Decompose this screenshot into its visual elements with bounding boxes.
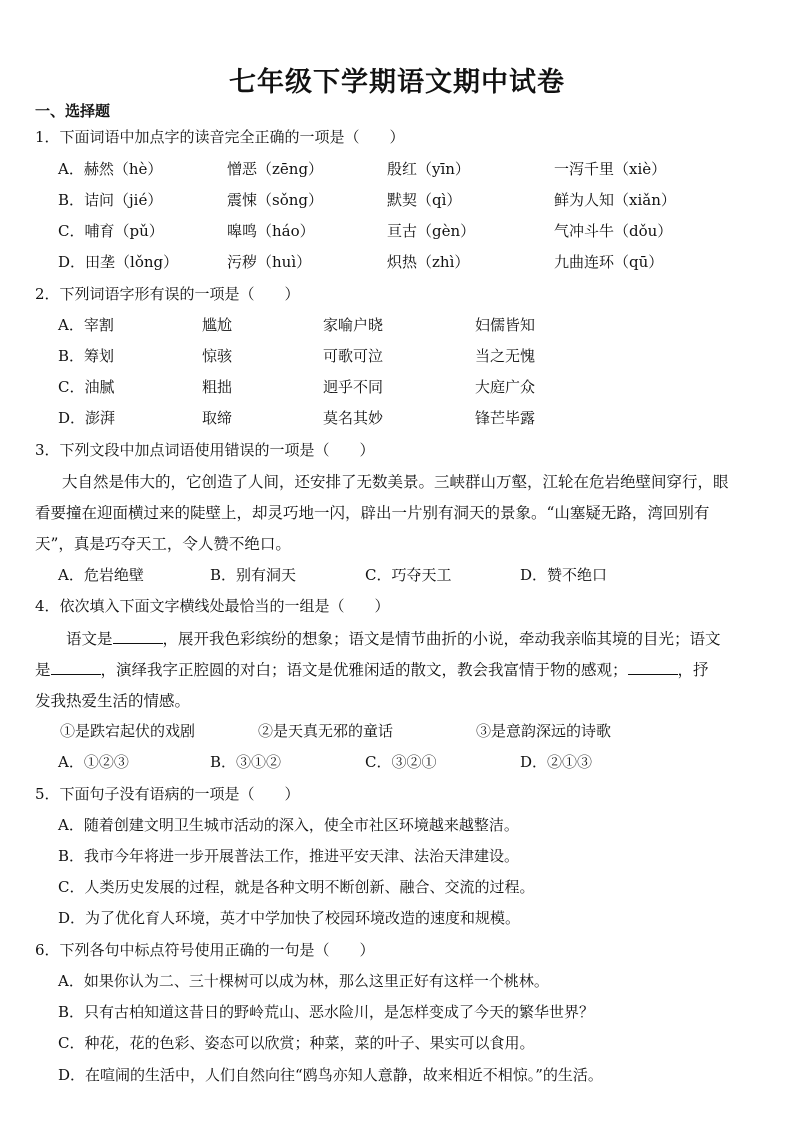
- question-2-stem: 2．下列词语字形有误的一项是（ ）: [35, 285, 300, 303]
- q5-option-a: A．随着创建文明卫生城市活动的深入，使全市社区环境越来越整洁。: [58, 816, 519, 834]
- q2-option-a4: 妇儒皆知: [475, 316, 536, 334]
- q2-option-a1: A．宰割: [58, 316, 114, 334]
- q3-option-c: C．巧夺天工: [365, 566, 452, 584]
- q4-option-d: D．②①③: [520, 753, 593, 771]
- q4-text-1a: 语文是: [66, 630, 113, 648]
- q5-option-c: C．人类历史发展的过程，就是各种文明不断创新、融合、交流的过程。: [58, 878, 535, 896]
- q4-option-a: A．①②③: [58, 753, 129, 771]
- q2-option-b1: B．筹划: [58, 347, 115, 365]
- q3-passage-line-2: 看要撞在迎面横过来的陡壁上，却灵巧地一闪，辟出一片别有洞天的景象。“山塞疑无路，湾回别有: [35, 504, 710, 522]
- q2-option-b2: 惊骇: [202, 347, 233, 365]
- q2-option-c1: C．油腻: [58, 378, 115, 396]
- q3-option-a: A．危岩绝壁: [58, 566, 144, 584]
- q4-option-b: B．③①②: [210, 753, 282, 771]
- q2-option-d3: 莫名其妙: [323, 409, 384, 427]
- q1-option-a3: 殷红（yīn）: [387, 160, 470, 178]
- q1-option-b2: 震悚（sǒng）: [227, 191, 323, 209]
- q1-option-a2: 憎恶（zēng）: [227, 160, 324, 178]
- q2-option-d4: 锋芒毕露: [475, 409, 536, 427]
- question-4-stem: 4．依次填入下面文字横线处最恰当的一组是（ ）: [35, 597, 390, 615]
- q4-text-2c: ，抒: [677, 661, 709, 679]
- q2-option-a2: 尴尬: [202, 316, 233, 334]
- q1-option-d1: D．田垄（lǒng）: [58, 253, 179, 271]
- q1-option-a4: 一泻千里（xiè）: [554, 160, 667, 178]
- q3-option-d: D．赞不绝口: [520, 566, 608, 584]
- q2-option-b3: 可歌可泣: [323, 347, 384, 365]
- question-5-stem: 5．下面句子没有语病的一项是（ ）: [35, 785, 300, 803]
- fill-blank-2: [51, 660, 101, 675]
- q2-option-c3: 迥乎不同: [323, 378, 384, 396]
- q1-option-c4: 气冲斗牛（dǒu）: [554, 222, 673, 240]
- q4-text-1b: ，展开我色彩缤纷的想象；语文是情节曲折的小说，牵动我亲临其境的目光；语文: [162, 630, 721, 648]
- q5-option-d: D．为了优化育人环境，英才中学加快了校园环境改造的速度和规模。: [58, 909, 521, 927]
- q6-option-a: A．如果你认为二、三十棵树可以成为林，那么这里正好有这样一个桃林。: [58, 972, 549, 990]
- question-6-stem: 6．下列各句中标点符号使用正确的一句是（ ）: [35, 941, 375, 959]
- q3-passage-line-1: 大自然是伟大的，它创造了人间，还安排了无数美景。三峡群山万壑，江轮在危岩绝壁间穿行，眼: [62, 473, 729, 491]
- q3-option-b: B．别有洞天: [210, 566, 297, 584]
- q1-option-a1: A．赫然（hè）: [58, 160, 163, 178]
- q1-option-c3: 亘古（gèn）: [387, 222, 476, 240]
- q6-option-d: D．在喧闹的生活中，人们自然向往“鸥鸟亦知人意静，故来相近不相惊。”的生活。: [58, 1066, 603, 1084]
- q4-passage-line-1: [66, 627, 721, 649]
- question-1-stem: 1．下面词语中加点字的读音完全正确的一项是（ ）: [35, 128, 405, 146]
- q2-option-a3: 家喻户晓: [323, 316, 384, 334]
- q2-option-d2: 取缔: [202, 409, 233, 427]
- fill-blank-1: [113, 629, 163, 644]
- q6-option-c: C．种花，花的色彩、姿态可以欣赏；种菜，菜的叶子、果实可以食用。: [58, 1034, 535, 1052]
- q1-option-b1: B．诘问（jié）: [58, 191, 163, 209]
- q4-text-2a: 是: [35, 661, 51, 679]
- q4-text-2b: ，演绎我字正腔圆的对白；语文是优雅闲适的散文，教会我富情于物的感观；: [100, 661, 628, 679]
- q1-option-c2: 嗥鸣（háo）: [227, 222, 315, 240]
- q4-option-c: C．③②①: [365, 753, 437, 771]
- q1-option-d4: 九曲连环（qū）: [554, 253, 664, 271]
- q1-option-d3: 炽热（zhì）: [387, 253, 470, 271]
- q1-option-c1: C．哺育（pǔ）: [58, 222, 164, 240]
- q4-choice-3: ③是意韵深远的诗歌: [476, 722, 612, 740]
- q4-choice-2: ②是天真无邪的童话: [258, 722, 394, 740]
- q4-passage-line-2: [35, 658, 709, 680]
- fill-blank-3: [628, 660, 678, 675]
- question-3-stem: 3．下列文段中加点词语使用错误的一项是（ ）: [35, 441, 375, 459]
- q3-passage-line-3: 天”，真是巧夺天工，令人赞不绝口。: [35, 535, 291, 553]
- q1-option-b3: 默契（qì）: [387, 191, 462, 209]
- section-heading: 一、选择题: [35, 102, 111, 120]
- q1-option-b4: 鲜为人知（xiǎn）: [554, 191, 676, 209]
- q2-option-b4: 当之无愧: [475, 347, 536, 365]
- q1-option-d2: 污秽（huì）: [227, 253, 312, 271]
- q2-option-c4: 大庭广众: [475, 378, 536, 396]
- q2-option-d1: D．澎湃: [58, 409, 116, 427]
- page-title: 七年级下学期语文期中试卷: [229, 67, 565, 98]
- q6-option-b: B．只有古柏知道这昔日的野岭荒山、恶水险川，是怎样变成了今天的繁华世界？: [58, 1003, 595, 1021]
- q4-passage-line-3: 发我热爱生活的情感。: [35, 692, 191, 710]
- q5-option-b: B．我市今年将进一步开展普法工作，推进平安天津、法治天津建设。: [58, 847, 520, 865]
- q2-option-c2: 粗拙: [202, 378, 233, 396]
- q4-choice-1: ①是跌宕起伏的戏剧: [60, 722, 196, 740]
